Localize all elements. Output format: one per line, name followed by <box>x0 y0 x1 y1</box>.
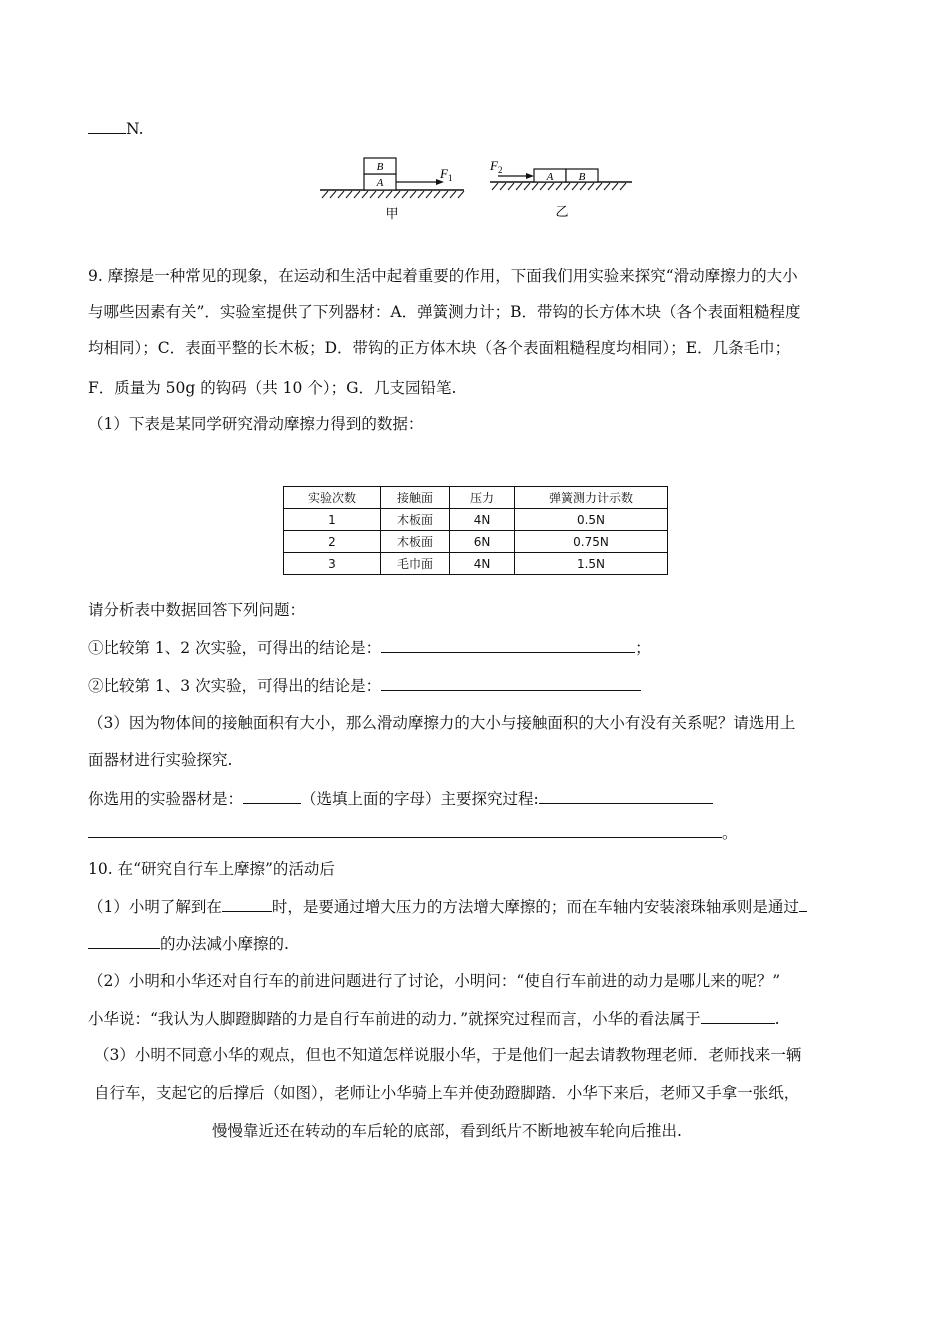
s1-text-c: 的办法减小摩擦的. <box>160 935 289 953</box>
q9-conclusion-1 <box>88 637 651 658</box>
table-cell: 木板面 <box>381 509 450 531</box>
q9-line-1: 9. 摩擦是一种常见的现象，在运动和生活中起着重要的作用，下面我们用实验来探究“滑动摩擦力的大小 <box>88 267 798 285</box>
answer-blank <box>243 788 301 804</box>
equipment-text: 你选用的实验器材是： <box>88 790 244 808</box>
q10-s2-line-2 <box>88 1008 780 1029</box>
table-cell: 0.75N <box>515 531 668 553</box>
punctuation: 。 <box>722 824 738 842</box>
q10-s3-line-1: （3）小明不同意小华的观点，但也不知道怎样说服小华，于是他们一起去请教物理老师．老师找来一辆 <box>94 1046 802 1064</box>
table-cell: 0.5N <box>515 509 668 531</box>
q9-line-4: F．质量为 50g 的钩码（共 10 个）；G．几支园铅笔. <box>88 379 457 397</box>
figure-right <box>489 158 632 220</box>
friction-figure <box>318 152 632 232</box>
label-b-left: B <box>376 161 384 173</box>
s2-text: 小华说：“我认为人脚蹬脚踏的力是自行车前进的动力．”就探究过程而言，小华的看法属于 <box>88 1010 701 1028</box>
friction-data-table <box>283 486 668 575</box>
answer-blank <box>88 933 160 949</box>
table-cell: 4N <box>450 553 515 575</box>
conclusion-2-text: ②比较第 1、3 次实验，可得出的结论是： <box>88 677 382 695</box>
q9-equipment-line <box>88 788 713 809</box>
answer-blank <box>539 788 713 804</box>
header-cell: 接触面 <box>381 487 450 509</box>
s1-text-b: 时，是要通过增大压力的方法增大摩擦的；而在车轴内安装滚珠轴承则是通过 <box>271 898 799 916</box>
table-cell: 2 <box>284 531 381 553</box>
label-a-right: A <box>546 171 554 183</box>
punctuation: ； <box>635 639 651 657</box>
table-row <box>284 509 668 531</box>
table-cell: 毛巾面 <box>381 553 450 575</box>
header-cell: 压力 <box>450 487 515 509</box>
q9-analyze-prompt: 请分析表中数据回答下列问题： <box>88 601 306 619</box>
table-header-row <box>284 487 668 509</box>
table-cell: 1.5N <box>515 553 668 575</box>
table-cell: 1 <box>284 509 381 531</box>
table-row <box>284 531 668 553</box>
label-b-right: B <box>578 171 586 183</box>
q9-sub3-line-2: 面器材进行实验探究. <box>88 751 233 769</box>
answer-blank <box>701 1008 775 1024</box>
table-row <box>284 553 668 575</box>
q10-s1-line-2 <box>88 933 289 954</box>
force-label-f2: $F_2$ <box>490 158 503 175</box>
q10-s3-line-2: 自行车，支起它的后撑后（如图），老师让小华骑上车并使劲蹬脚踏．小华下来后，老师又手拿一张纸， <box>94 1084 800 1102</box>
conclusion-1-text: ①比较第 1、2 次实验，可得出的结论是： <box>88 639 382 657</box>
q9-line-3: 均相同）；C．表面平整的长木板；D．带钩的正方体木块（各个表面粗糙程度均相同）；E．几条毛巾； <box>88 339 791 357</box>
q9-sub3-line-1: （3）因为物体间的接触面积有大小，那么滑动摩擦力的大小与接触面积的大小有没有关系呢？请选用上 <box>88 714 796 732</box>
answer-blank-line <box>88 118 144 139</box>
label-a-left: A <box>376 177 384 189</box>
force-label-f1: $F_1$ <box>440 166 453 183</box>
header-cell: 实验次数 <box>284 487 381 509</box>
q9-line-2: 与哪些因素有关”．实验室提供了下列器材：A．弹簧测力计；B．带钩的长方体木块（各个表面粗糙程度 <box>88 303 801 321</box>
caption-yi: 乙 <box>555 205 569 220</box>
header-cell: 弹簧测力计示数 <box>515 487 668 509</box>
caption-jia: 甲 <box>385 207 399 222</box>
punctuation: . <box>774 1010 780 1028</box>
s1-text-a: （1）小明了解到在 <box>88 898 222 916</box>
q10-title: 10. 在“研究自行车上摩擦”的活动后 <box>88 860 335 878</box>
answer-blank <box>88 118 126 134</box>
table-cell: 6N <box>450 531 515 553</box>
table-cell: 木板面 <box>381 531 450 553</box>
table-cell: 3 <box>284 553 381 575</box>
answer-blank <box>381 675 641 691</box>
table-cell: 4N <box>450 509 515 531</box>
answer-blank <box>88 822 722 838</box>
q9-conclusion-2 <box>88 675 641 696</box>
q9-sub1: （1）下表是某同学研究滑动摩擦力得到的数据： <box>88 415 424 433</box>
q10-s1-line-1 <box>88 896 807 917</box>
equipment-hint: （选填上面的字母）主要探究过程: <box>301 790 539 808</box>
answer-blank <box>381 637 635 653</box>
q10-s3-line-3: 慢慢靠近还在转动的车后轮的底部，看到纸片不断地被车轮向后推出. <box>212 1122 682 1140</box>
figure-left <box>320 158 464 222</box>
q9-process-line <box>88 822 738 843</box>
answer-blank <box>799 896 807 912</box>
q10-s2-line-1: （2）小明和小华还对自行车的前进问题进行了讨论，小明问：“使自行车前进的动力是哪儿来的呢？” <box>88 972 781 990</box>
answer-blank <box>222 896 272 912</box>
unit-text: N. <box>126 120 144 138</box>
